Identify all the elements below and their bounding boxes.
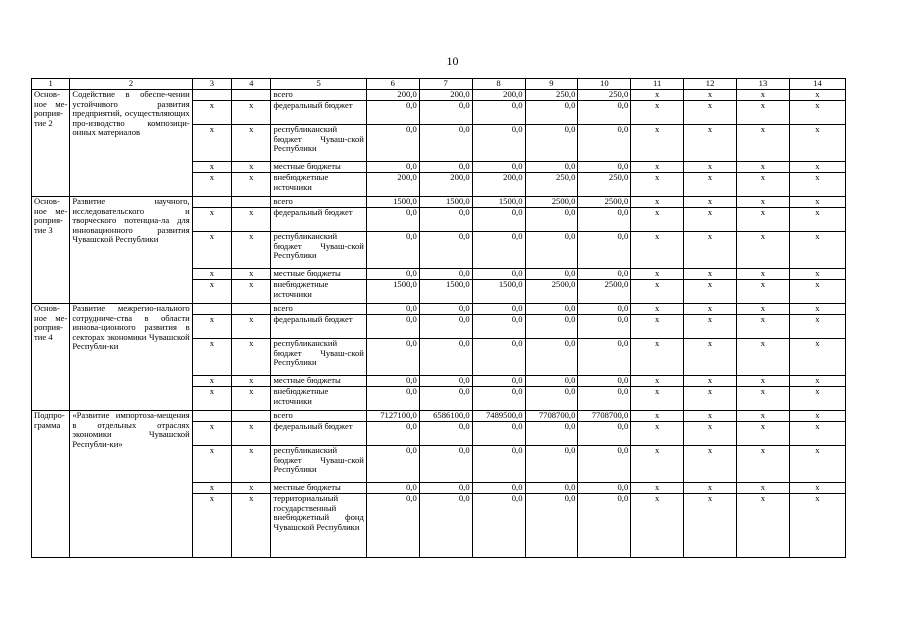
code-cell: х <box>232 208 271 232</box>
value-cell: 0,0 <box>419 494 472 558</box>
x-cell: х <box>789 197 845 208</box>
value-cell: 2500,0 <box>525 197 578 208</box>
value-cell: 0,0 <box>525 376 578 387</box>
x-cell: х <box>737 197 790 208</box>
x-cell: х <box>737 125 790 162</box>
code-cell <box>192 197 231 208</box>
funding-source-cell: местные бюджеты <box>271 269 366 280</box>
value-cell: 0,0 <box>366 269 419 280</box>
x-cell: х <box>737 315 790 339</box>
header-cell: 3 <box>192 79 231 90</box>
value-cell: 0,0 <box>578 232 631 269</box>
x-cell: х <box>684 125 737 162</box>
code-cell: х <box>232 483 271 494</box>
header-cell: 2 <box>70 79 192 90</box>
value-cell: 0,0 <box>419 125 472 162</box>
value-cell: 0,0 <box>419 446 472 483</box>
table-row <box>32 197 846 208</box>
code-cell <box>232 90 271 101</box>
funding-source-cell: внебюджетные источники <box>271 173 366 197</box>
x-cell: х <box>631 162 684 173</box>
value-cell: 0,0 <box>366 387 419 411</box>
value-cell: 1500,0 <box>472 280 525 304</box>
value-cell: 0,0 <box>525 101 578 125</box>
header-cell: 11 <box>631 79 684 90</box>
code-cell: х <box>192 315 231 339</box>
funding-source-cell: республиканский бюджет Чуваш-ской Республики <box>271 232 366 269</box>
code-cell: х <box>232 494 271 558</box>
value-cell: 0,0 <box>472 387 525 411</box>
value-cell: 0,0 <box>419 339 472 376</box>
header-cell: 13 <box>737 79 790 90</box>
x-cell: х <box>631 90 684 101</box>
value-cell: 0,0 <box>366 232 419 269</box>
value-cell: 1500,0 <box>419 280 472 304</box>
x-cell: х <box>789 125 845 162</box>
header-cell: 6 <box>366 79 419 90</box>
event-name-cell: Основ-ное ме-роприя-тие 4 <box>32 304 70 411</box>
value-cell: 1500,0 <box>419 197 472 208</box>
header-cell: 10 <box>578 79 631 90</box>
funding-source-cell: федеральный бюджет <box>271 315 366 339</box>
value-cell: 200,0 <box>419 173 472 197</box>
value-cell: 7489500,0 <box>472 411 525 422</box>
x-cell: х <box>631 339 684 376</box>
code-cell: х <box>192 162 231 173</box>
value-cell: 0,0 <box>419 483 472 494</box>
x-cell: х <box>737 232 790 269</box>
value-cell: 0,0 <box>578 208 631 232</box>
code-cell: х <box>232 269 271 280</box>
code-cell: х <box>232 173 271 197</box>
x-cell: х <box>684 315 737 339</box>
value-cell: 0,0 <box>472 232 525 269</box>
x-cell: х <box>631 446 684 483</box>
value-cell: 0,0 <box>419 422 472 446</box>
value-cell: 7127100,0 <box>366 411 419 422</box>
x-cell: х <box>789 315 845 339</box>
x-cell: х <box>631 387 684 411</box>
value-cell: 0,0 <box>525 125 578 162</box>
x-cell: х <box>789 339 845 376</box>
value-cell: 0,0 <box>366 162 419 173</box>
event-description-cell: Развитие научного, исследовательского и творческого потенциа-ла для инновационного развития Чувашской Республики <box>70 197 192 304</box>
value-cell: 200,0 <box>419 90 472 101</box>
x-cell: х <box>684 162 737 173</box>
value-cell: 0,0 <box>419 269 472 280</box>
x-cell: х <box>789 90 845 101</box>
funding-source-cell: внебюджетные источники <box>271 280 366 304</box>
x-cell: х <box>631 208 684 232</box>
code-cell: х <box>232 162 271 173</box>
x-cell: х <box>631 483 684 494</box>
code-cell: х <box>232 315 271 339</box>
x-cell: х <box>737 162 790 173</box>
value-cell: 0,0 <box>419 232 472 269</box>
x-cell: х <box>737 173 790 197</box>
value-cell: 0,0 <box>578 494 631 558</box>
funding-source-cell: местные бюджеты <box>271 376 366 387</box>
value-cell: 0,0 <box>419 101 472 125</box>
header-cell: 9 <box>525 79 578 90</box>
x-cell: х <box>789 483 845 494</box>
x-cell: х <box>789 387 845 411</box>
code-cell: х <box>232 280 271 304</box>
x-cell: х <box>737 304 790 315</box>
x-cell: х <box>737 101 790 125</box>
x-cell: х <box>737 422 790 446</box>
x-cell: х <box>737 280 790 304</box>
value-cell: 0,0 <box>419 208 472 232</box>
x-cell: х <box>631 173 684 197</box>
x-cell: х <box>737 269 790 280</box>
funding-source-cell: федеральный бюджет <box>271 422 366 446</box>
value-cell: 0,0 <box>366 483 419 494</box>
header-cell: 5 <box>271 79 366 90</box>
x-cell: х <box>631 125 684 162</box>
x-cell: х <box>789 162 845 173</box>
value-cell: 0,0 <box>366 446 419 483</box>
x-cell: х <box>631 269 684 280</box>
funding-source-cell: всего <box>271 197 366 208</box>
value-cell: 2500,0 <box>525 280 578 304</box>
x-cell: х <box>684 90 737 101</box>
x-cell: х <box>631 197 684 208</box>
table-row <box>32 411 846 422</box>
value-cell: 0,0 <box>525 422 578 446</box>
header-row <box>32 79 846 90</box>
funding-source-cell: всего <box>271 90 366 101</box>
x-cell: х <box>631 422 684 446</box>
funding-source-cell: местные бюджеты <box>271 483 366 494</box>
x-cell: х <box>737 483 790 494</box>
value-cell: 0,0 <box>419 387 472 411</box>
value-cell: 2500,0 <box>578 280 631 304</box>
value-cell: 0,0 <box>578 376 631 387</box>
value-cell: 1500,0 <box>366 280 419 304</box>
value-cell: 0,0 <box>578 483 631 494</box>
value-cell: 0,0 <box>578 446 631 483</box>
value-cell: 0,0 <box>525 446 578 483</box>
value-cell: 0,0 <box>366 208 419 232</box>
x-cell: х <box>737 90 790 101</box>
value-cell: 0,0 <box>472 422 525 446</box>
x-cell: х <box>789 232 845 269</box>
x-cell: х <box>631 101 684 125</box>
x-cell: х <box>789 494 845 558</box>
x-cell: х <box>684 173 737 197</box>
header-cell: 1 <box>32 79 70 90</box>
value-cell: 0,0 <box>419 304 472 315</box>
x-cell: х <box>737 339 790 376</box>
funding-source-cell: республиканский бюджет Чуваш-ской Республики <box>271 125 366 162</box>
value-cell: 250,0 <box>525 90 578 101</box>
table-row <box>32 304 846 315</box>
x-cell: х <box>789 208 845 232</box>
x-cell: х <box>684 339 737 376</box>
value-cell: 0,0 <box>472 446 525 483</box>
x-cell: х <box>684 269 737 280</box>
code-cell <box>232 197 271 208</box>
value-cell: 0,0 <box>578 304 631 315</box>
code-cell: х <box>192 125 231 162</box>
value-cell: 0,0 <box>472 125 525 162</box>
funding-source-cell: всего <box>271 304 366 315</box>
value-cell: 0,0 <box>419 162 472 173</box>
x-cell: х <box>789 269 845 280</box>
value-cell: 250,0 <box>525 173 578 197</box>
event-description-cell: Развитие межрегио-нального сотрудниче-ства в области иннова-ционного развития в секторах экономики Чувашской Республи-ки <box>70 304 192 411</box>
x-cell: х <box>789 304 845 315</box>
code-cell <box>192 90 231 101</box>
code-cell: х <box>192 101 231 125</box>
value-cell: 0,0 <box>525 494 578 558</box>
table-row <box>32 90 846 101</box>
value-cell: 0,0 <box>525 208 578 232</box>
x-cell: х <box>684 280 737 304</box>
code-cell: х <box>192 387 231 411</box>
code-cell: х <box>232 339 271 376</box>
code-cell: х <box>192 422 231 446</box>
x-cell: х <box>631 232 684 269</box>
value-cell: 250,0 <box>578 173 631 197</box>
x-cell: х <box>789 280 845 304</box>
x-cell: х <box>684 422 737 446</box>
value-cell: 0,0 <box>578 162 631 173</box>
code-cell: х <box>232 232 271 269</box>
value-cell: 1500,0 <box>472 197 525 208</box>
page-number: 10 <box>446 54 459 68</box>
value-cell: 250,0 <box>578 90 631 101</box>
value-cell: 0,0 <box>366 101 419 125</box>
value-cell: 0,0 <box>366 339 419 376</box>
value-cell: 0,0 <box>366 422 419 446</box>
value-cell: 0,0 <box>525 339 578 376</box>
value-cell: 0,0 <box>578 422 631 446</box>
x-cell: х <box>684 208 737 232</box>
x-cell: х <box>737 387 790 411</box>
funding-source-cell: федеральный бюджет <box>271 208 366 232</box>
value-cell: 0,0 <box>472 101 525 125</box>
value-cell: 0,0 <box>525 315 578 339</box>
code-cell <box>232 411 271 422</box>
x-cell: х <box>737 376 790 387</box>
code-cell: х <box>192 446 231 483</box>
x-cell: х <box>684 232 737 269</box>
x-cell: х <box>684 494 737 558</box>
value-cell: 0,0 <box>472 162 525 173</box>
x-cell: х <box>789 376 845 387</box>
value-cell: 0,0 <box>525 483 578 494</box>
value-cell: 0,0 <box>578 269 631 280</box>
code-cell: х <box>192 376 231 387</box>
x-cell: х <box>684 304 737 315</box>
x-cell: х <box>631 376 684 387</box>
x-cell: х <box>684 411 737 422</box>
value-cell: 0,0 <box>366 376 419 387</box>
header-cell: 8 <box>472 79 525 90</box>
event-description-cell: «Развитие импортоза-мещения в отдельных отраслях экономики Чувашской Республи-ки» <box>70 411 192 558</box>
code-cell: х <box>232 101 271 125</box>
value-cell: 1500,0 <box>366 197 419 208</box>
value-cell: 0,0 <box>525 269 578 280</box>
code-cell <box>192 411 231 422</box>
value-cell: 0,0 <box>419 376 472 387</box>
value-cell: 0,0 <box>525 304 578 315</box>
x-cell: х <box>631 315 684 339</box>
value-cell: 0,0 <box>472 339 525 376</box>
value-cell: 200,0 <box>366 90 419 101</box>
code-cell: х <box>192 232 231 269</box>
code-cell: х <box>232 446 271 483</box>
event-name-cell: Основ-ное ме-роприя-тие 3 <box>32 197 70 304</box>
value-cell: 0,0 <box>525 232 578 269</box>
funding-source-cell: территориальный государственный внебюджетный фонд Чувашской Республики <box>271 494 366 558</box>
header-cell: 14 <box>789 79 845 90</box>
funding-source-cell: республиканский бюджет Чуваш-ской Республики <box>271 339 366 376</box>
value-cell: 0,0 <box>472 208 525 232</box>
value-cell: 0,0 <box>419 315 472 339</box>
x-cell: х <box>631 411 684 422</box>
value-cell: 0,0 <box>472 376 525 387</box>
value-cell: 0,0 <box>578 125 631 162</box>
budget-table <box>31 78 846 558</box>
x-cell: х <box>684 483 737 494</box>
value-cell: 200,0 <box>366 173 419 197</box>
x-cell: х <box>684 197 737 208</box>
value-cell: 0,0 <box>366 494 419 558</box>
x-cell: х <box>737 411 790 422</box>
value-cell: 6586100,0 <box>419 411 472 422</box>
value-cell: 0,0 <box>472 494 525 558</box>
value-cell: 0,0 <box>472 483 525 494</box>
event-description-cell: Содействие в обеспе-чении устойчивого развития предприятий, осуществляющих про-изводство композици-онных материалов <box>70 90 192 197</box>
x-cell: х <box>684 446 737 483</box>
event-name-cell: Подпро-грамма <box>32 411 70 558</box>
value-cell: 0,0 <box>472 304 525 315</box>
x-cell: х <box>684 387 737 411</box>
x-cell: х <box>737 494 790 558</box>
value-cell: 0,0 <box>472 315 525 339</box>
x-cell: х <box>737 446 790 483</box>
code-cell: х <box>192 494 231 558</box>
x-cell: х <box>789 173 845 197</box>
value-cell: 200,0 <box>472 90 525 101</box>
code-cell <box>232 304 271 315</box>
funding-source-cell: республиканский бюджет Чуваш-ской Республики <box>271 446 366 483</box>
header-cell: 4 <box>232 79 271 90</box>
code-cell: х <box>232 376 271 387</box>
code-cell: х <box>192 483 231 494</box>
value-cell: 0,0 <box>525 162 578 173</box>
code-cell: х <box>232 387 271 411</box>
value-cell: 0,0 <box>366 315 419 339</box>
header-cell: 12 <box>684 79 737 90</box>
value-cell: 7708700,0 <box>578 411 631 422</box>
value-cell: 2500,0 <box>578 197 631 208</box>
code-cell: х <box>192 280 231 304</box>
x-cell: х <box>631 280 684 304</box>
code-cell: х <box>192 208 231 232</box>
value-cell: 7708700,0 <box>525 411 578 422</box>
value-cell: 200,0 <box>472 173 525 197</box>
code-cell: х <box>232 422 271 446</box>
funding-source-cell: всего <box>271 411 366 422</box>
value-cell: 0,0 <box>578 387 631 411</box>
funding-source-cell: федеральный бюджет <box>271 101 366 125</box>
value-cell: 0,0 <box>578 101 631 125</box>
x-cell: х <box>789 422 845 446</box>
x-cell: х <box>789 101 845 125</box>
x-cell: х <box>631 304 684 315</box>
code-cell: х <box>192 173 231 197</box>
value-cell: 0,0 <box>366 125 419 162</box>
code-cell: х <box>232 125 271 162</box>
value-cell: 0,0 <box>366 304 419 315</box>
x-cell: х <box>684 376 737 387</box>
x-cell: х <box>631 494 684 558</box>
value-cell: 0,0 <box>578 315 631 339</box>
event-name-cell: Основ-ное ме-роприя-тие 2 <box>32 90 70 197</box>
x-cell: х <box>789 411 845 422</box>
value-cell: 0,0 <box>525 387 578 411</box>
code-cell <box>192 304 231 315</box>
value-cell: 0,0 <box>578 339 631 376</box>
x-cell: х <box>684 101 737 125</box>
funding-source-cell: внебюджетные источники <box>271 387 366 411</box>
x-cell: х <box>789 446 845 483</box>
value-cell: 0,0 <box>472 269 525 280</box>
code-cell: х <box>192 269 231 280</box>
funding-source-cell: местные бюджеты <box>271 162 366 173</box>
code-cell: х <box>192 339 231 376</box>
header-cell: 7 <box>419 79 472 90</box>
x-cell: х <box>737 208 790 232</box>
